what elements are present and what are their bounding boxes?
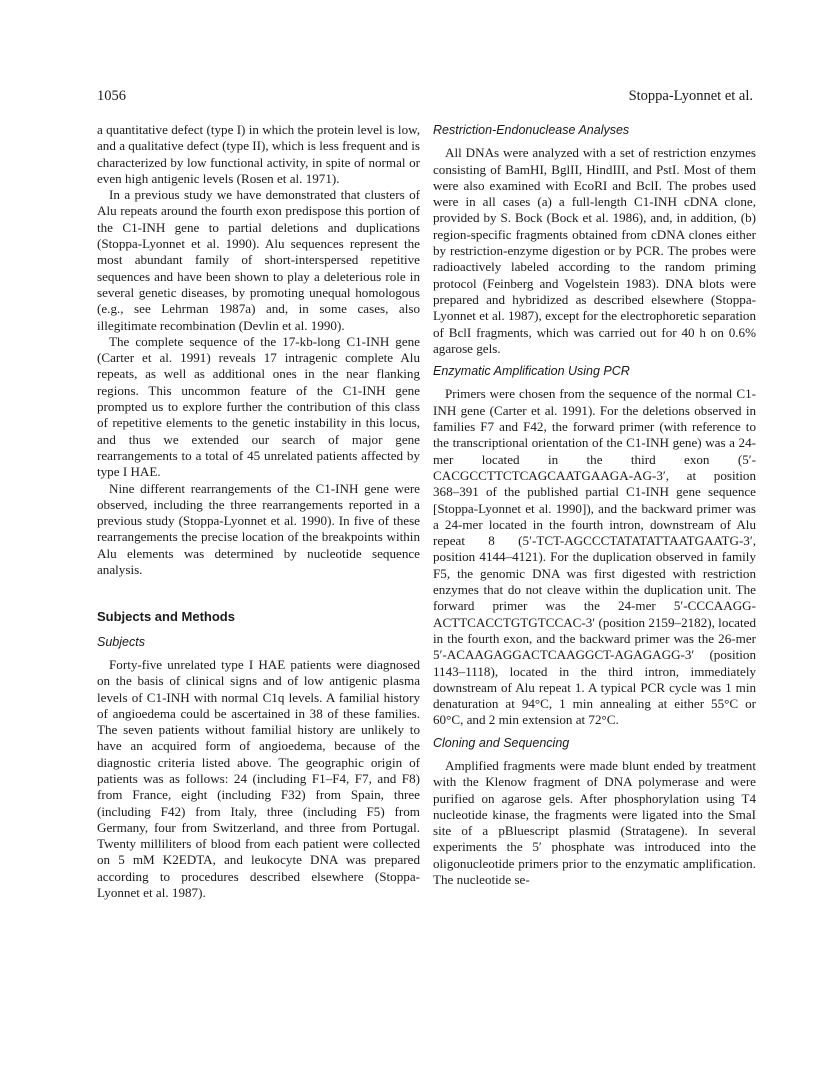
subsection-heading-cloning: Cloning and Sequencing <box>433 735 570 750</box>
left-column <box>97 122 420 901</box>
intro-paragraph-2: In a previous study we have demonstrated that clusters of Alu repeats around the fourth exon predispose this portion of the C1-INH gene to partial deletions and duplications (Stoppa-Lyonnet et al. 1990). Alu sequences represent the most abundant family of short-interspersed repetitive sequences and have been shown to play a deleterious role in several genetic diseases, by promoting unequal homologous (e.g., see Lehrman 1987a) and, in some cases, also illegitimate recombination (Devlin et al. 1990). <box>97 187 420 333</box>
intro-paragraph-1: a quantitative defect (type I) in which the protein level is low, and a qualitative defect (type II), which is less frequent and is characterized by low functional activity, in spite of normal or even high antigenic levels (Rosen et al. 1971). <box>97 122 420 186</box>
section-heading-subjects-methods: Subjects and Methods <box>97 609 235 625</box>
intro-paragraph-3: The complete sequence of the 17-kb-long C1-INH gene (Carter et al. 1991) reveals 17 intragenic complete Alu repeats, as well as additional ones in the near flanking regions. This uncommon feature of the C1-INH gene prompted us to explore further the contribution of this class of repetitive elements to the genetic instability in this locus, and thus we extended our search of major gene rearrangements to a total of 45 unrelated patients affected by type I HAE. <box>97 333 420 480</box>
right-column <box>433 122 756 888</box>
pcr-paragraph: Primers were chosen from the sequence of the normal C1-INH gene (Carter et al. 1991). For the deletions observed in families F7 and F42, the forward primer (with reference to the transcriptional orientation of the C1-INH gene) was a 24-mer located in the third exon (5′-CACGCCTTCTCAGCAATGAAGA-AG-3′, at position 368–391 of the published partial C1-INH gene sequence [Stoppa-Lyonnet et al. 1990]), and the backward primer was a 24-mer located in the fourth intron, downstream of Alu repeat 8 (5′-TCT-AGCCCTATATATTAATGAATG-3′, position 4144–4121). For the duplication observed in family F5, the genomic DNA was first digested with restriction enzymes that do not cleave within the duplication unit. The forward primer was the 24-mer 5′-CCCAAGG-ACTTCACCTGTGTCCAC-3′ (position 2159–2182), located in the fourth exon, and the backward primer was the 26-mer 5′-ACAAGAGGACTCAAGGCT-AGAGAGG-3′ (position 1143–1118), located in the third intron, immediately downstream of Alu repeat 1. A typical PCR cycle was 1 min denaturation at 94°C, 1 min annealing at either 55°C or 60°C, and 2 min extension at 72°C. <box>433 386 756 728</box>
cloning-paragraph: Amplified fragments were made blunt ended by treatment with the Klenow fragment of DNA polymerase and were purified on agarose gels. After phosphorylation using T4 nucleotide kinase, the fragments were ligated into the SmaI site of a pBluescript plasmid (Stratagene). In several experiments the 5′ phosphate was introduced into the oligonucleotide primers prior to the enzymatic amplification. The nucleotide se- <box>433 757 756 888</box>
running-header <box>97 88 753 108</box>
intro-paragraph-4: Nine different rearrangements of the C1-INH gene were observed, including the three rearrangements reported in a previous study (Stoppa-Lyonnet et al. 1990). In five of these rearrangements the precise location of the breakpoints within Alu elements was determined by nucleotide sequence analysis. <box>97 480 420 578</box>
running-head-authors: Stoppa-Lyonnet et al. <box>628 88 753 104</box>
subsection-heading-restriction: Restriction-Endonuclease Analyses <box>433 123 630 137</box>
restriction-paragraph: All DNAs were analyzed with a set of restriction enzymes consisting of BamHI, BglII, HindIII, and PstI. Most of them were also examined with EcoRI and BclI. The probes used were in all cases (a) a full-length C1-INH cDNA clone, provided by S. Bock (Bock et al. 1986), and, in addition, (b) region-specific fragments obtained from cDNA clones either by restriction-enzyme digestion or by PCR. The probes were radioactively labeled according to the random priming protocol (Feinberg and Vogelstein 1983). DNA blots were prepared and hybridized as described elsewhere (Stoppa-Lyonnet et al. 1987), except for the electrophoretic separation of BclI fragments, which was carried out for 40 h on 0.6% agarose gels. <box>433 145 756 356</box>
page-number: 1056 <box>97 88 126 104</box>
subsection-heading-subjects: Subjects <box>97 634 145 649</box>
subjects-paragraph: Forty-five unrelated type I HAE patients were diagnosed on the basis of clinical signs and of low antigenic plasma levels of C1-INH with normal C1q levels. A familial history of angioedema could be ascertained in 38 of these families. The seven patients without familial history are unlikely to have an acquired form of angioedema, because of the diagnostic criteria listed above. The geographic origin of patients was as follows: 24 (including F1–F4, F7, and F8) from France, eight (including F32) from Spain, three (including F42) from Italy, three (including F5) from Germany, four from Switzerland, and three from Portugal. Twenty milliliters of blood from each patient were collected on 5 mM K2EDTA, and leukocyte DNA was prepared according to procedures described elsewhere (Stoppa-Lyonnet et al. 1987). <box>97 656 420 901</box>
subsection-heading-pcr: Enzymatic Amplification Using PCR <box>433 364 630 379</box>
